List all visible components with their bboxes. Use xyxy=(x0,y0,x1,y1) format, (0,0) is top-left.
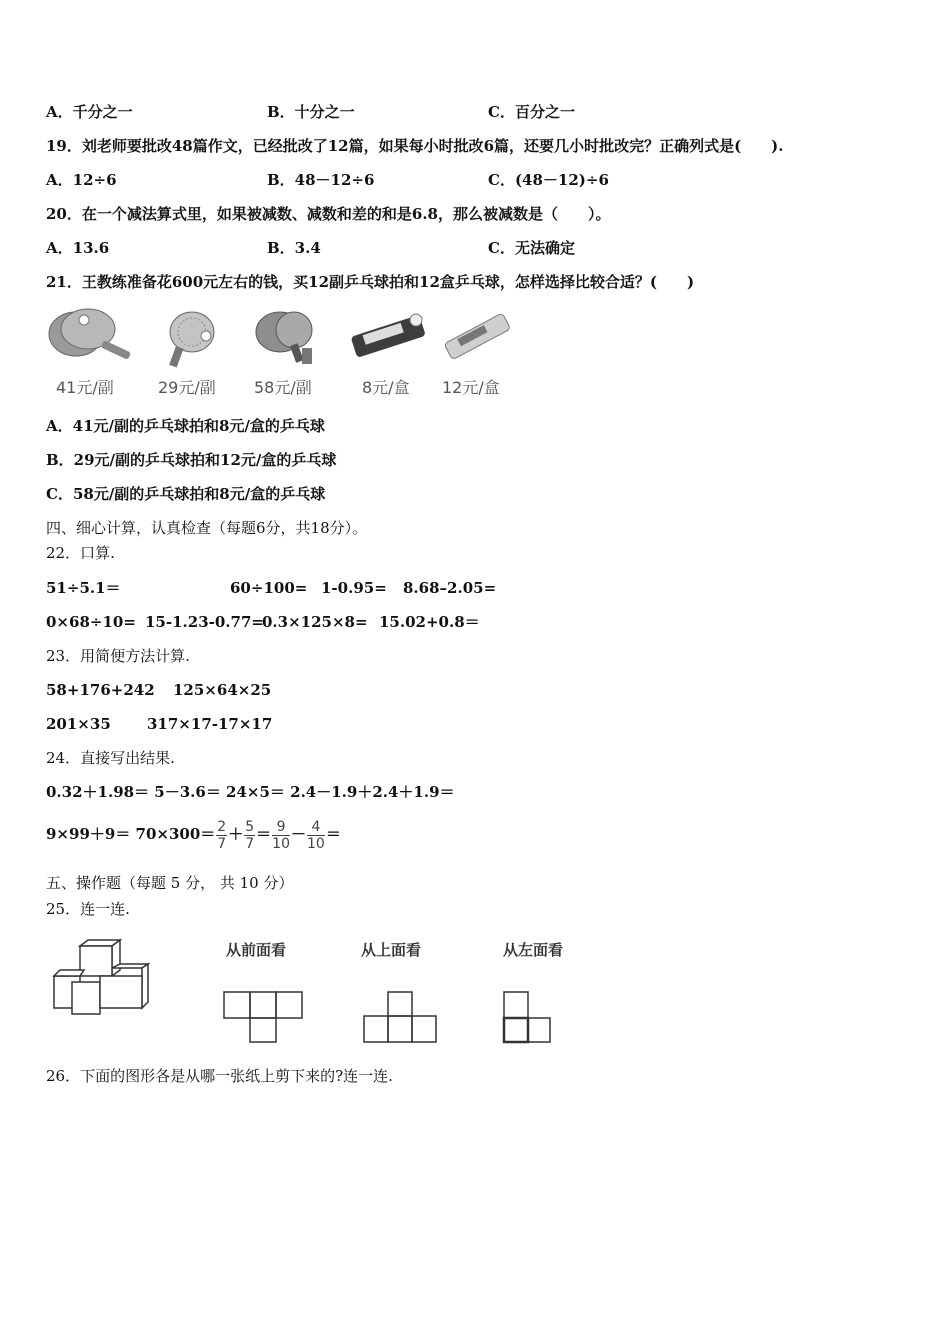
q26-stem: 26．下面的图形各是从哪一张纸上剪下来的?连一连. xyxy=(46,1067,393,1085)
price-label-3: 58元/副 xyxy=(254,378,312,397)
q18-option-c: C．百分之一 xyxy=(488,103,575,121)
q20-option-c: C．无法确定 xyxy=(488,239,575,257)
equals-sign: ＝ xyxy=(256,825,272,843)
paddle-image-3 xyxy=(252,306,322,368)
equals-sign: ＝ xyxy=(325,825,341,843)
fraction: $\frac{5}{7}$ xyxy=(245,818,255,852)
paddle-image-1 xyxy=(44,306,136,366)
q22-item: 1-0.95= xyxy=(321,579,387,597)
cube-stack-figure xyxy=(50,938,154,1018)
fraction: $\frac{2}{7}$ xyxy=(217,818,227,852)
q22-item: 15-1.23-0.77= xyxy=(145,613,264,631)
q22-item: 8.68–2.05= xyxy=(403,579,497,597)
price-label-4: 8元/盒 xyxy=(362,378,410,397)
q21-option-c: C．58元/副的乒乓球拍和8元/盒的乒乓球 xyxy=(46,485,326,503)
view-label-top: 从上面看 xyxy=(361,941,422,959)
q24-stem: 24．直接写出结果. xyxy=(46,749,175,767)
q23-item: 58+176+242 xyxy=(46,681,155,699)
q22-item: 51÷5.1＝ xyxy=(46,579,121,597)
q18-option-a: A．千分之一 xyxy=(46,103,133,121)
q23-stem: 23．用简便方法计算. xyxy=(46,647,190,665)
q24-row-2 xyxy=(46,812,341,856)
q23-item: 201×35 xyxy=(46,715,111,733)
q20-stem: 20．在一个减法算式里，如果被减数、减数和差的和是6.8，那么被减数是（ ）。 xyxy=(46,205,611,223)
q18-option-b: B．十分之一 xyxy=(267,103,355,121)
price-label-2: 29元/副 xyxy=(158,378,216,397)
fraction: $\frac{9}{10}$ xyxy=(272,818,290,852)
q23-item: 125×64×25 xyxy=(173,681,272,699)
minus-sign: － xyxy=(291,825,307,843)
ball-box-image-1 xyxy=(346,306,428,368)
paddle-image-2 xyxy=(156,306,228,368)
q22-item: 60÷100= xyxy=(230,579,308,597)
front-view-figure xyxy=(220,988,306,1046)
view-label-front: 从前面看 xyxy=(226,941,287,959)
q24-row-1: 0.32＋1.98＝ 5－3.6＝ 24×5＝ 2.4－1.9＋2.4＋1.9＝ xyxy=(46,783,455,801)
view-label-left: 从左面看 xyxy=(503,941,564,959)
q19-stem: 19．刘老师要批改48篇作文，已经批改了12篇，如果每小时批改6篇，还要几小时批改完？正确列式是( ). xyxy=(46,137,784,155)
q22-stem: 22．口算. xyxy=(46,544,115,562)
q22-item: 0×68÷10= xyxy=(46,613,136,631)
left-view-figure xyxy=(500,988,556,1046)
price-label-5: 12元/盒 xyxy=(442,378,500,397)
q20-option-b: B．3.4 xyxy=(267,239,321,257)
fraction: $\frac{4}{10}$ xyxy=(307,818,325,852)
section-4-title: 四、细心计算，认真检查（每题6分，共18分）。 xyxy=(46,519,368,537)
q22-item: 0.3×125×8= xyxy=(262,613,368,631)
q19-option-a: A．12÷6 xyxy=(46,171,117,189)
q19-option-c: C．(48－12)÷6 xyxy=(488,171,609,189)
q21-option-a: A．41元/副的乒乓球拍和8元/盒的乒乓球 xyxy=(46,417,325,435)
q20-option-a: A．13.6 xyxy=(46,239,110,257)
q24-row-2-prefix: 9×99＋9＝ 70×300＝ xyxy=(46,825,216,843)
q25-stem: 25．连一连. xyxy=(46,900,130,918)
q21-stem: 21．王教练准备花600元左右的钱，买12副乒乓球拍和12盒乒乓球，怎样选择比较合适？( ) xyxy=(46,273,695,291)
q22-item: 15.02+0.8＝ xyxy=(379,613,480,631)
ball-box-image-2 xyxy=(440,304,512,366)
q21-option-b: B．29元/副的乒乓球拍和12元/盒的乒乓球 xyxy=(46,451,337,469)
q23-item: 317×17-17×17 xyxy=(147,715,273,733)
section-5-title: 五、操作题（每题 5 分， 共 10 分） xyxy=(46,874,294,892)
top-view-figure xyxy=(360,988,442,1046)
q19-option-b: B．48－12÷6 xyxy=(267,171,375,189)
plus-sign: ＋ xyxy=(228,825,244,843)
price-label-1: 41元/副 xyxy=(56,378,114,397)
